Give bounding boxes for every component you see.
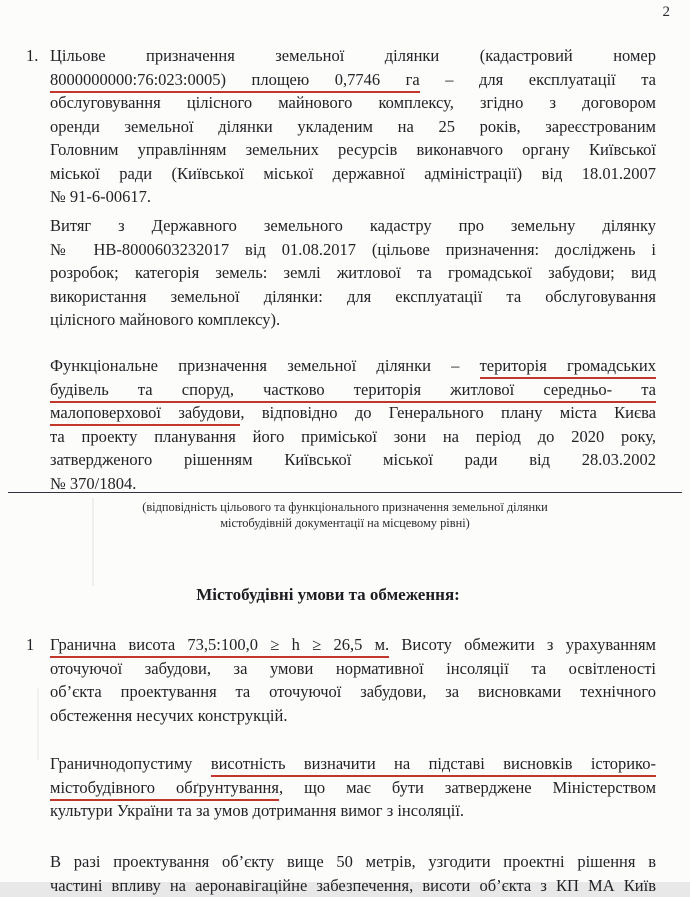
paragraph-text <box>50 752 656 823</box>
text-segment: Витяг з Державного земельного кадастру про земельну ділянку <box>50 216 656 235</box>
text-line <box>50 776 656 800</box>
text-line <box>50 448 656 472</box>
section-heading-wrap <box>0 585 656 605</box>
annotation-note <box>0 500 690 531</box>
text-line <box>50 874 656 897</box>
paragraph-text <box>50 44 656 209</box>
text-line <box>50 680 656 704</box>
paragraph-text <box>50 633 656 727</box>
text-line <box>50 401 656 425</box>
text-line <box>50 238 656 262</box>
paragraph-land-purpose <box>50 44 656 209</box>
paragraph-functional-purpose <box>50 354 656 495</box>
scan-artifact-line <box>37 688 39 760</box>
text-line <box>50 799 656 823</box>
text-line <box>50 657 656 681</box>
paragraph-max-height-justification <box>50 752 656 823</box>
text-segment: оренди земельної ділянки укладеним на 25 років, зареєстрованим <box>50 117 656 136</box>
text-segment: об’єкта проектування та оточуючої забудови, за висновками технічного <box>50 682 656 701</box>
text-segment: , що має бути затверджене Міністерством <box>279 778 656 797</box>
list-item-number: 1. <box>26 44 48 68</box>
text-line <box>50 354 656 378</box>
text-line <box>50 214 656 238</box>
text-segment: та проекту планування його приміської зони на період до 2020 року, <box>50 427 656 446</box>
text-segment: Висоту обмежити з урахуванням <box>389 635 656 654</box>
text-line <box>50 752 656 776</box>
text-segment: Головним управлінням земельних ресурсів виконавчого органу Київської <box>50 140 656 159</box>
text-line <box>50 633 656 657</box>
text-segment: затвердженого рішенням Київської міської ради від 28.03.2002 <box>50 450 656 469</box>
text-line <box>50 138 656 162</box>
section-divider-line <box>8 492 682 493</box>
text-segment: Цільове призначення земельної ділянки (кадастровий номер <box>50 46 656 65</box>
text-line <box>50 704 656 728</box>
text-line <box>50 68 656 92</box>
text-line <box>50 850 656 874</box>
red-underlined-text: територія громадських <box>480 356 656 379</box>
text-segment: міської ради (Київської міської державної адміністрації) від 18.01.2007 <box>50 164 656 183</box>
paragraph-over-50m-approval <box>50 850 656 897</box>
text-segment: Функціональне призначення земельної ділянки – <box>50 356 480 375</box>
text-segment: частині впливу на аеронавігаційне забезпечення, висоти об’єкта з КП МА Київ <box>50 876 656 895</box>
red-underlined-text: 8000000000:76:023:0005) площею 0,7746 га <box>50 70 420 93</box>
page-number: 2 <box>663 4 671 21</box>
text-line <box>50 261 656 285</box>
text-segment: В разі проектування об’єкту вище 50 метрів, узгодити проектні рішення в <box>50 852 656 871</box>
text-segment: обслуговування цілісного майнового комплексу, згідно з договором <box>50 93 656 112</box>
text-segment: № 370/1804. <box>50 474 136 493</box>
annotation-note-line: містобудівній документації на місцевому рівні) <box>0 516 690 532</box>
red-underlined-text: будівель та споруд, частково територія житлової середньо- та <box>50 380 656 403</box>
text-line <box>50 285 656 309</box>
red-underlined-text: малоповерхової забудови <box>50 403 240 426</box>
text-segment: № НВ-8000603232017 від 01.08.2017 (цільове призначення: досліджень і <box>50 240 656 259</box>
paragraph-cadastre-extract <box>50 214 656 332</box>
text-segment: – для експлуатації та <box>420 70 656 89</box>
red-underlined-text: висотність визначити на підставі висновків історико- <box>211 754 656 777</box>
text-line <box>50 91 656 115</box>
text-segment: використання земельної ділянки: для експлуатації та обслуговування <box>50 287 656 306</box>
text-segment: цілісного майнового комплексу). <box>50 310 280 329</box>
text-segment: обстеження несучих конструкцій. <box>50 706 287 725</box>
list-item-number: 1 <box>26 633 48 657</box>
text-segment: , відповідно до Генерального плану міста Києва <box>240 403 656 422</box>
text-line <box>50 308 656 332</box>
section-heading: Містобудівні умови та обмеження: <box>196 585 460 604</box>
red-underlined-text: містобудівного обґрунтування <box>50 778 279 801</box>
text-line <box>50 162 656 186</box>
red-underlined-text: Гранична висота 73,5:100,0 ≥ h ≥ 26,5 м. <box>50 635 389 658</box>
text-line <box>50 44 656 68</box>
text-segment: оточуючої забудови, за умови нормативної інсоляції та освітленості <box>50 659 656 678</box>
text-segment: Граничнодопустиму <box>50 754 211 773</box>
scan-artifact-line <box>92 498 94 586</box>
text-segment: розробок; категорія земель: землі житлової та громадської забудови; вид <box>50 263 656 282</box>
condition-item-height-limit <box>50 633 656 727</box>
annotation-note-line: (відповідність цільового та функціонального призначення земельної ділянки <box>0 500 690 516</box>
text-segment: № 91-6-00617. <box>50 187 151 206</box>
text-line <box>50 425 656 449</box>
text-segment: культури України та за умов дотримання вимог з інсоляції. <box>50 801 464 820</box>
text-line <box>50 185 656 209</box>
text-line <box>50 115 656 139</box>
text-line <box>50 378 656 402</box>
paragraph-text <box>50 354 656 495</box>
paragraph-text <box>50 214 656 332</box>
paragraph-text <box>50 850 656 897</box>
